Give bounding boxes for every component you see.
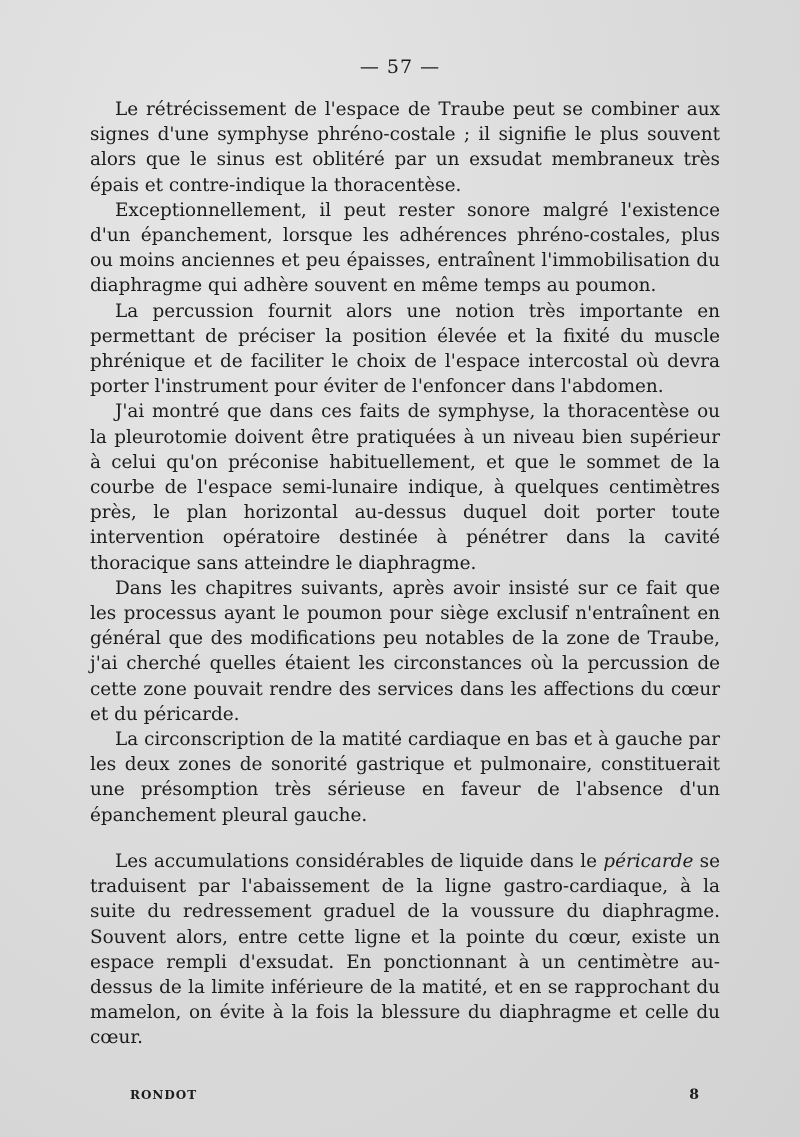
- paragraph-7-emphasis: péricarde: [603, 850, 694, 872]
- page-number: — 57 —: [359, 56, 441, 78]
- paragraph-3: La percussion fournit alors une notion très importante en permettant de préciser la position élevée et la fixité du muscle phrénique et de faciliter le choix de l'espace intercostal où devra porter l'instrument pour éviter de l'enfoncer dans l'abdomen.: [90, 300, 720, 398]
- paragraph-7-before: Les accumulations considérables de liquide dans le: [115, 850, 604, 872]
- footer-sheet-number: 8: [689, 1087, 700, 1103]
- paragraph-7-after: se traduisent par l'abaissement de la ligne gastro-cardiaque, à la suite du redressement graduel de la voussure du diaphragme. Souvent alors, entre cette ligne et la pointe du cœur, existe un espace rempli d'exsudat. En ponctionnant à un centimètre au-dessus de la limite inférieure de la matité, et en se rapprochant du mamelon, on évite à la fois la blessure du diaphragme et celle du cœur.: [90, 850, 720, 1049]
- paragraph-4: J'ai montré que dans ces faits de symphyse, la thoracentèse ou la pleurotomie doivent être pratiquées à un niveau bien supérieur à celui qu'on préconise habituellement, et que le sommet de la courbe de l'espace semi-lunaire indique, à quelques centimètres près, le plan horizontal au-dessus duquel doit porter toute intervention opératoire destinée à pénétrer dans la cavité thoracique sans atteindre le diaphragme.: [90, 401, 720, 574]
- paragraph-7: [90, 849, 720, 1051]
- paragraph-1: Le rétrécissement de l'espace de Traube peut se combiner aux signes d'une symphyse phréno-costale ; il signifie le plus souvent alors que le sinus est oblitéré par un exsudat membraneux très épais et contre-indique la thoracentèse.: [90, 99, 720, 196]
- footer-signature: RONDOT: [130, 1088, 198, 1102]
- body-text: [90, 97, 720, 1051]
- paragraph-2: Exceptionnellement, il peut rester sonore malgré l'existence d'un épanchement, lorsque les adhérences phréno-costales, plus ou moins anciennes et peu épaisses, entraînent l'immobilisation du diaphragme qui adhère souvent en même temps au poumon.: [90, 199, 720, 297]
- paragraph-5: Dans les chapitres suivants, après avoir insisté sur ce fait que les processus ayant le poumon pour siège exclusif n'entraînent en général que des modifications peu notables de la zone de Traube, j'ai cherché quelles étaient les circonstances où la percussion de cette zone pouvait rendre des services dans les affections du cœur et du péricarde.: [90, 577, 720, 725]
- paragraph-6: La circonscription de la matité cardiaque en bas et à gauche par les deux zones de sonorité gastrique et pulmonaire, constituerait une présomption très sérieuse en faveur de l'absence d'un épanchement pleural gauche.: [90, 729, 720, 826]
